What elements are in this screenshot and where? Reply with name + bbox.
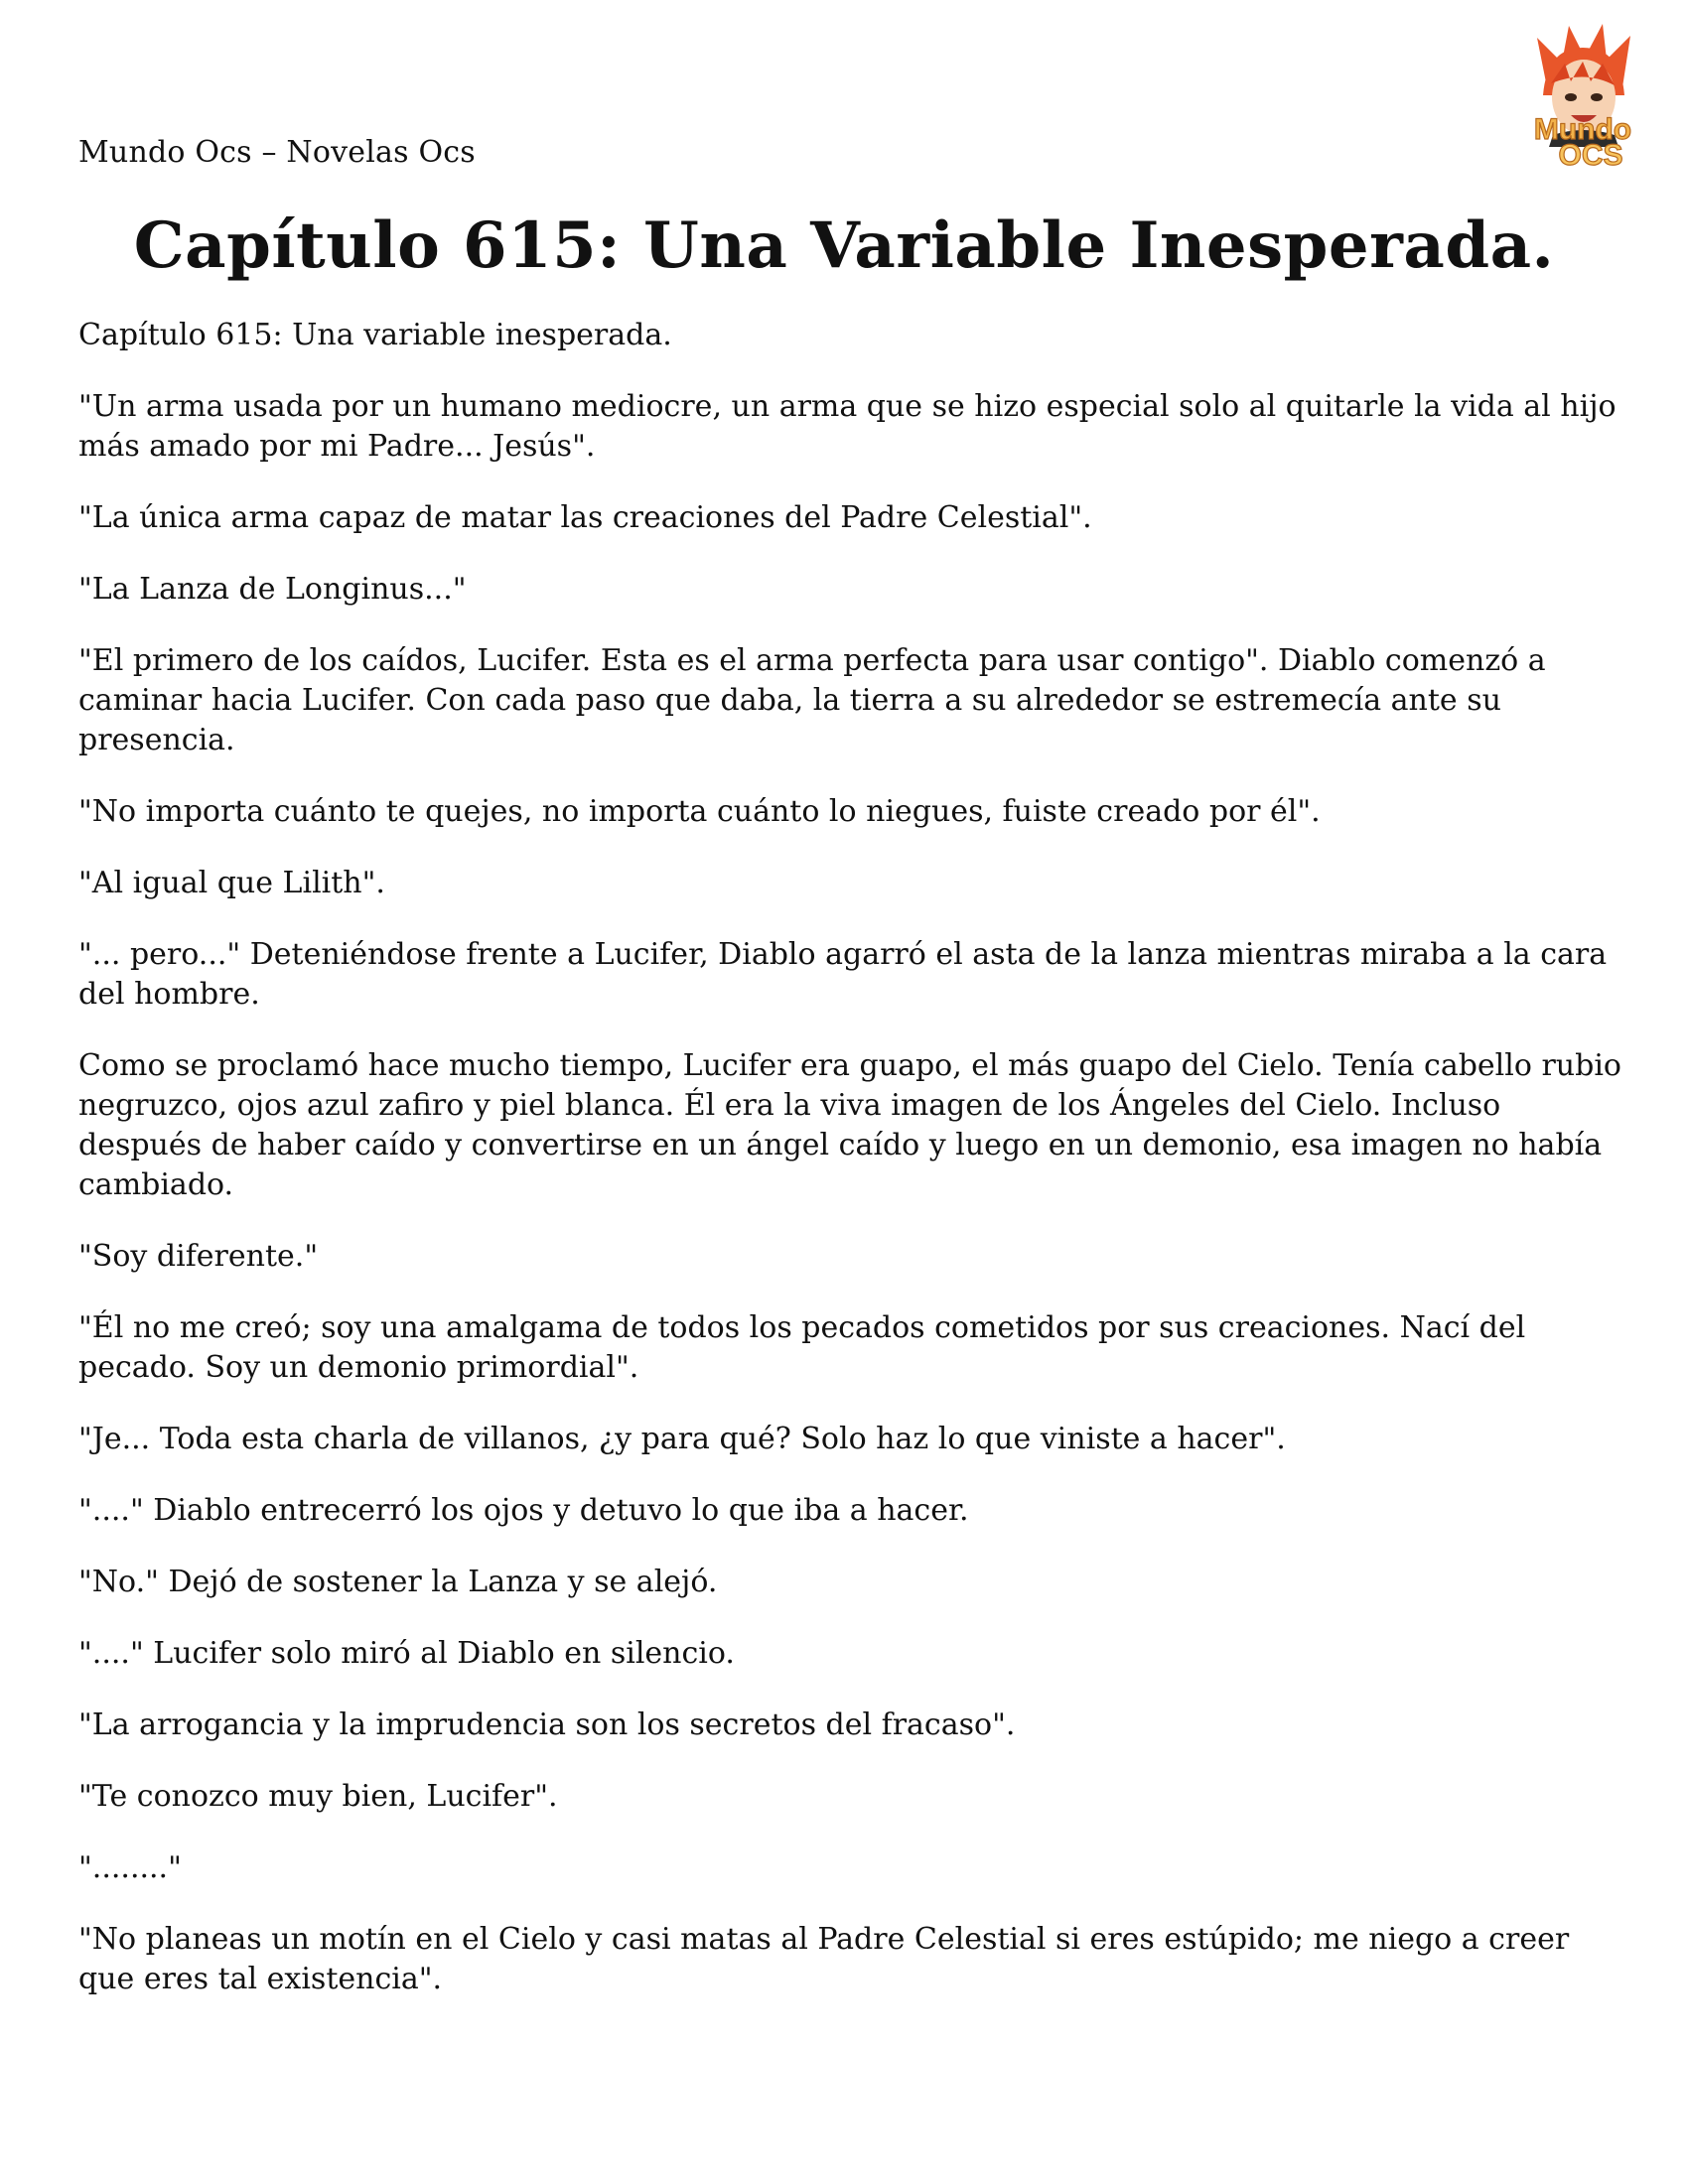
logo-ocs-text: OCS xyxy=(1558,139,1623,172)
paragraph: "La Lanza de Longinus..." xyxy=(78,572,467,607)
paragraph: "Un arma usada por un humano mediocre, un arma que se hizo especial solo al quitarle la vida al hijo más amado por mi Padre... Jesús". xyxy=(78,389,1617,464)
paragraph: "Te conozco muy bien, Lucifer". xyxy=(78,1779,558,1814)
chapter-body xyxy=(78,316,1627,2031)
logo-mundo-text: Mundo xyxy=(1533,113,1632,146)
paragraph: "La única arma capaz de matar las creaciones del Padre Celestial". xyxy=(78,500,1092,535)
paragraph: "El primero de los caídos, Lucifer. Esta es el arma perfecta para usar contigo". Diablo comenzó a caminar hacia Lucifer. Con cada paso que daba, la tierra a su alrededor se estremecía ante su presencia. xyxy=(78,643,1546,757)
paragraph: "Je... Toda esta charla de villanos, ¿y para qué? Solo haz lo que viniste a hacer". xyxy=(78,1422,1286,1456)
paragraph: Como se proclamó hace mucho tiempo, Lucifer era guapo, el más guapo del Cielo. Tenía cabello rubio negruzco, ojos azul zafiro y piel blanca. Él era la viva imagen de los Ángeles del Cielo. Incluso después de haber caído y convertirse en un ángel caído y luego en un demonio, esa imagen no había cambiado. xyxy=(78,1048,1621,1202)
paragraph: "No planeas un motín en el Cielo y casi matas al Padre Celestial si eres estúpido; me niego a creer que eres tal existencia". xyxy=(78,1922,1570,1996)
paragraph: Capítulo 615: Una variable inesperada. xyxy=(78,318,672,352)
paragraph: "No importa cuánto te quejes, no importa cuánto lo niegues, fuiste creado por él". xyxy=(78,794,1321,829)
paragraph: "Soy diferente." xyxy=(78,1239,319,1274)
paragraph: "Él no me creó; soy una amalgama de todos los pecados cometidos por sus creaciones. Nací del pecado. Soy un demonio primordial". xyxy=(78,1310,1526,1385)
mundo-ocs-logo xyxy=(1507,18,1658,173)
paragraph: "...." Diablo entrecerró los ojos y detuvo lo que iba a hacer. xyxy=(78,1493,969,1528)
paragraph: "........" xyxy=(78,1850,182,1885)
paragraph: "... pero..." Deteniéndose frente a Lucifer, Diablo agarró el asta de la lanza mientras miraba a la cara del hombre. xyxy=(78,937,1608,1012)
paragraph: "Al igual que Lilith". xyxy=(78,866,385,900)
paragraph: "...." Lucifer solo miró al Diablo en silencio. xyxy=(78,1636,735,1671)
site-header: Mundo Ocs – Novelas Ocs xyxy=(78,135,476,170)
paragraph: "No." Dejó de sostener la Lanza y se alejó. xyxy=(78,1565,718,1599)
paragraph: "La arrogancia y la imprudencia son los secretos del fracaso". xyxy=(78,1707,1016,1742)
chapter-title: Capítulo 615: Una Variable Inesperada. xyxy=(133,208,1555,283)
